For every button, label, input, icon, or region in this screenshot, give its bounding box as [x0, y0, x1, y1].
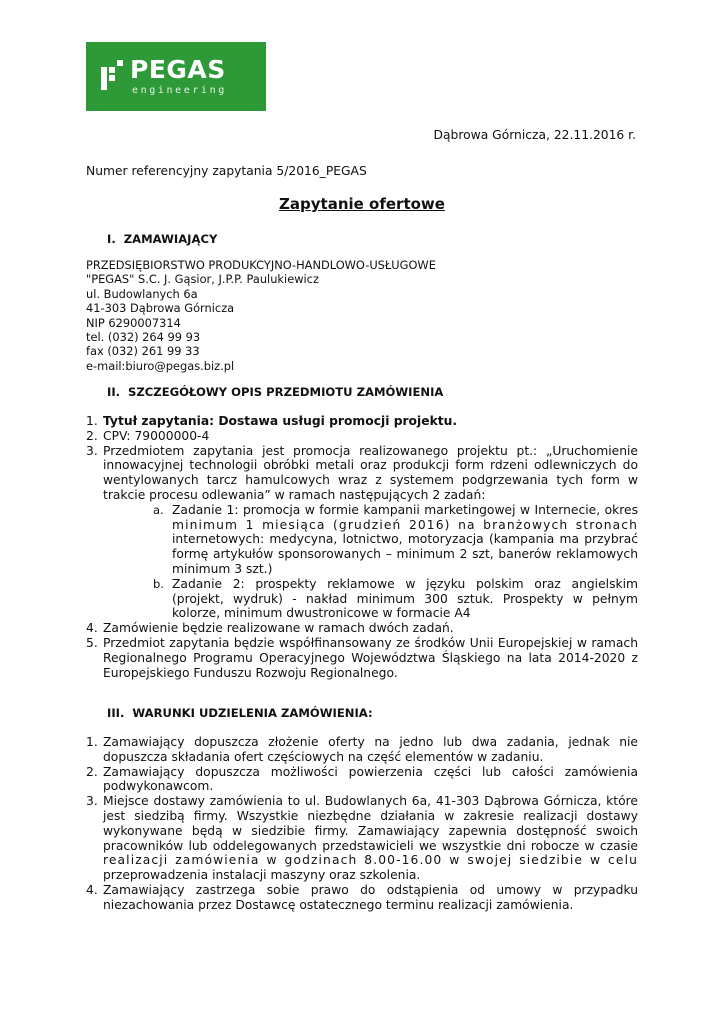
list-item: [86, 735, 638, 765]
address-line: e-mail:biuro@pegas.biz.pl: [86, 358, 235, 373]
item-number: 4.: [86, 882, 98, 897]
address-line: NIP 6290007314: [86, 315, 181, 330]
item-text: Tytuł zapytania: Dostawa usługi promocji projektu.: [103, 414, 458, 428]
sub-list-item: [153, 577, 638, 621]
list-item: [86, 883, 638, 913]
logo-subtitle: engineering: [132, 85, 227, 96]
address-line: ul. Budowlanych 6a: [86, 286, 198, 301]
sub-item-text: Zadanie 2: prospekty reklamowe w języku polskim oraz angielskim (projekt, wydruk) - nakład minimum 300 sztuk. Prospekty w pełnym kolorze, minimum dwustronicowe w formacie A4: [172, 576, 638, 621]
sub-list-item: [153, 503, 638, 577]
list-item: [86, 621, 638, 636]
section-number: II.: [107, 385, 121, 399]
item-number: 5.: [86, 635, 98, 650]
list-item: [86, 636, 638, 680]
item-number: 3.: [86, 794, 98, 809]
item-number: 2.: [86, 428, 98, 443]
item-number: 4.: [86, 621, 98, 636]
item-number: 2.: [86, 764, 98, 779]
item-text: przeprowadzenia instalacji maszyny oraz szkolenia.: [103, 868, 421, 883]
section-title: SZCZEGÓŁOWY OPIS PRZEDMIOTU ZAMÓWIENIA: [128, 385, 444, 399]
item-text: CPV: 79000000-4: [103, 428, 210, 443]
item-text: Miejsce dostawy zamówienia to ul. Budowlanych 6a, 41-303 Dąbrowa Górnicza, które jest siedzibą firmy. Wszystkie niezbędne działania w zakresie realizacji dostawy wykonywane będą w siedzibie firmy. Zamawiający zapewnia dostępność swoich pracowników lub oddelegowanych przedstawicieli we wszystkie dni robocze w czasie: [103, 794, 638, 853]
section-title: WARUNKI UDZIELENIA ZAMÓWIENIA:: [132, 706, 373, 720]
list-item: [86, 794, 638, 883]
address-line: tel. (032) 264 99 93: [86, 330, 201, 345]
item-text: Zamawiający dopuszcza możliwości powierzenia części lub całości zamówienia podwykonawcom.: [103, 764, 638, 794]
ordering-party-address: [86, 258, 436, 373]
address-line: fax (032) 261 99 33: [86, 344, 200, 359]
order-description-list: [86, 414, 638, 680]
pegas-logo-mark-icon: [101, 60, 127, 90]
document-date: Dąbrowa Górnicza, 22.11.2016 r.: [433, 128, 636, 142]
section-heading-order-description: [107, 385, 443, 400]
sub-item-text: internetowych: medycyna, lotnictwo, motoryzacja (kampania ma przybrać formę artykułów sponsorowanych – minimum 2 szt, banerów reklamowych minimum 3 szt.): [172, 532, 638, 576]
item-text: Zamawiający dopuszcza złożenie oferty na jedno lub dwa zadania, jednak nie dopuszcza składania ofert częściowych na część elementów w zadaniu.: [103, 735, 638, 764]
section-title: ZAMAWIAJĄCY: [123, 232, 218, 246]
section-heading-award-conditions: [107, 706, 373, 721]
sub-item-text: minimum 1 miesiąca (grudzień 2016) na branżowych stronach: [172, 517, 638, 532]
reference-number: Numer referencyjny zapytania 5/2016_PEGAS: [86, 164, 367, 178]
item-text: Zamawiający zastrzega sobie prawo do odstąpienia od umowy w przypadku niezachowania przez Dostawcę ostatecznego terminu realizacji zamówienia.: [103, 882, 638, 912]
company-logo: [86, 42, 266, 111]
section-number: I.: [107, 232, 116, 246]
award-conditions-list: [86, 735, 638, 913]
item-text: Zamówienie będzie realizowane w ramach dwóch zadań.: [103, 621, 454, 636]
address-line: "PEGAS" S.C. J. Gąsior, J.P.P. Paulukiewicz: [86, 272, 319, 287]
address-line: 41-303 Dąbrowa Górnicza: [86, 301, 235, 316]
item-text: Przedmiot zapytania będzie współfinansowany ze środków Unii Europejskiej w ramach Regionalnego Programu Operacyjnego Województwa Śląskiego na lata 2014-2020 z Europejskiego Funduszu Rozwoju Regionalnego.: [103, 635, 638, 680]
item-number: 3.: [86, 443, 98, 458]
list-item: [86, 429, 638, 444]
list-item: [86, 765, 638, 795]
section-number: III.: [107, 706, 125, 720]
sub-item-letter: b.: [153, 576, 164, 591]
item-text: Przedmiotem zapytania jest promocja realizowanego projektu pt.: „Uruchomienie innowacyjnej technologii obróbki metali oraz produkcji form rdzeni odlewniczych do wentylowanych tarcz hamulcowych wraz z systemem podgrzewania tych form w trakcie procesu odlewania” w ramach następujących 2 zadań:: [103, 443, 638, 502]
item-number: 1.: [86, 414, 98, 428]
document-title: Zapytanie ofertowe: [279, 195, 445, 213]
sub-item-letter: a.: [153, 502, 164, 517]
sub-item-text: Zadanie 1: promocja w formie kampanii marketingowej w Internecie, okres: [172, 502, 638, 517]
logo-title: PEGAS: [130, 55, 226, 84]
item-text: realizacji zamówienia w godzinach 8.00-16.00 w swojej siedzibie w celu: [103, 853, 638, 868]
list-item: [86, 444, 638, 503]
section-heading-ordering-party: [107, 232, 217, 247]
address-line: PRZEDSIĘBIORSTWO PRODUKCYJNO-HANDLOWO-USŁUGOWE: [86, 258, 436, 272]
list-item: [86, 414, 638, 429]
item-number: 1.: [86, 735, 98, 749]
